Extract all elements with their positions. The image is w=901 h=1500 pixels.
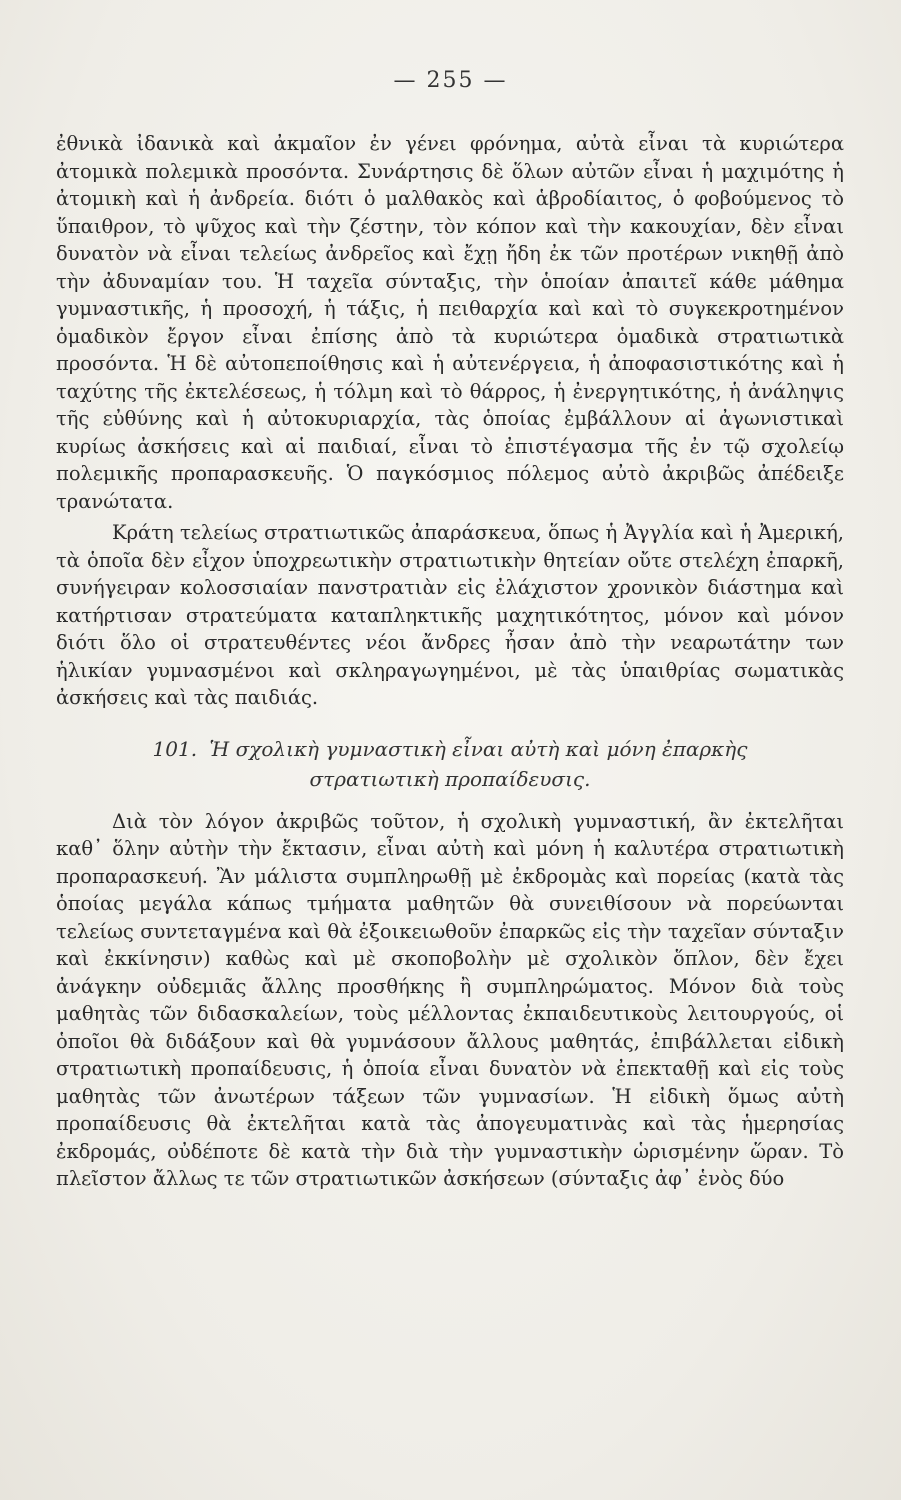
page-number: — 255 —: [393, 68, 508, 93]
paragraph: Κράτη τελείως στρατιωτικῶς ἀπαράσκευα, ὅπως ἡ Ἀγγλία καὶ ἡ Ἀμερική, τὰ ὁποῖα δὲν εἶχον ὑποχρεωτικὴν στρατιωτικὴν θητείαν οὔτε στελέχη ἐπαρκῆ, συνήγειραν κολοσσιαίαν πανστρατιὰν εἰς ἐλάχιστον χρονικὸν διάστημα καὶ κατήρτισαν στρατεύματα καταπληκτικῆς μαχητικότητος, μόνον καὶ μόνον διότι ὅλο οἱ στρατευθέντες νέοι ἄνδρες ἦσαν ἀπὸ τὴν νεαρωτάτην των ἡλικίαν γυμνασμένοι καὶ σκληραγωγημένοι, μὲ τὰς ὑπαιθρίας σωματικὰς ἀσκήσεις καὶ τὰς παιδιάς.: [56, 521, 844, 709]
section-title-line2: στρατιωτικὴ προπαίδευσις.: [309, 766, 591, 791]
section-heading-line: [56, 734, 844, 764]
body-text: [56, 130, 844, 1193]
section-heading: [56, 734, 844, 794]
section-number: 101.: [152, 736, 198, 761]
section-title-line1: Ἡ σχολικὴ γυμναστικὴ εἶναι αὐτὴ καὶ μόνη ἐπαρκὴς: [209, 736, 748, 761]
paragraph: ἐθνικὰ ἰδανικὰ καὶ ἀκμαῖον ἐν γένει φρόνημα, αὐτὰ εἶναι τὰ κυριώτερα ἀτομικὰ πολεμικὰ προσόντα. Συνάρτησις δὲ ὅλων αὐτῶν εἶναι ἡ μαχιμότης ἡ ἀτομικὴ καὶ ἡ ἀνδρεία. διότι ὁ μαλθακὸς καὶ ἁβροδίαιτος, ὁ φοβούμενος τὸ ὕπαιθρον, τὸ ψῦχος καὶ τὴν ζέστην, τὸν κόπον καὶ τὴν κακουχίαν, δὲν εἶναι δυνατὸν νὰ εἶναι τελείως ἀνδρεῖος καὶ ἔχῃ ἤδη ἐκ τῶν προτέρων νικηθῇ ἀπὸ τὴν ἀδυναμίαν του. Ἡ ταχεῖα σύνταξις, τὴν ὁποίαν ἀπαιτεῖ κάθε μάθημα γυμναστικῆς, ἡ προσοχή, ἡ τάξις, ἡ πειθαρχία καὶ καὶ τὸ συγκεκροτημένον ὁμαδικὸν ἔργον εἶναι ἐπίσης ἀπὸ τὰ κυριώτερα ὁμαδικὰ στρατιωτικὰ προσόντα. Ἡ δὲ αὐτοπεποίθησις καὶ ἡ αὐτενέργεια, ἡ ἀποφασιστικότης καὶ ἡ ταχύτης τῆς ἐκτελέσεως, ἡ τόλμη καὶ τὸ θάρρος, ἡ ἐνεργητικότης, ἡ ἀνάληψις τῆς εὐθύνης καὶ ἡ αὐτοκυριαρχία, τὰς ὁποίας ἐμβάλλουν αἱ ἀγωνιστικαὶ κυρίως ἀσκήσεις καὶ αἱ παιδιαί, εἶναι τὸ ἐπιστέγασμα τῆς ἐν τῷ σχολείῳ πολεμικῆς προπαρασκευῆς. Ὁ παγκόσμιος πόλεμος αὐτὸ ἀκριβῶς ἀπέδειξε τρανώτατα.: [56, 132, 844, 513]
section-paragraph: Διὰ τὸν λόγον ἀκριβῶς τοῦτον, ἡ σχολικὴ γυμναστική, ἂν ἐκτελῆται καθ᾽ ὅλην αὐτὴν τὴν ἔκτασιν, εἶναι αὐτὴ καὶ μόνη ἡ καλυτέρα στρατιωτικὴ προπαρασκευή. Ἂν μάλιστα συμπληρωθῇ μὲ ἐκδρομὰς καὶ πορείας (κατὰ τὰς ὁποίας μεγάλα κάπως τμήματα μαθητῶν θὰ συνειθίσουν νὰ πορεύωνται τελείως συντεταγμένα καὶ θὰ ἐξοικειωθοῦν ἐπαρκῶς εἰς τὴν ταχεῖαν σύνταξιν καὶ ἐκκίνησιν) καθὼς καὶ μὲ σκοποβολὴν μὲ σχολικὸν ὅπλον, δὲν ἔχει ἀνάγκην οὐδεμιᾶς ἄλλης προσθήκης ἢ συμπληρώματος. Μόνον διὰ τοὺς μαθητὰς τῶν διδασκαλείων, τοὺς μέλλοντας ἐκπαιδευτικοὺς λειτουργούς, οἱ ὁποῖοι θὰ διδάξουν καὶ θὰ γυμνάσουν ἄλλους μαθητάς, ἐπιβάλλεται εἰδικὴ στρατιωτικὴ προπαίδευσις, ἡ ὁποία εἶναι δυνατὸν νὰ ἐπεκταθῇ καὶ εἰς τοὺς μαθητὰς τῶν ἀνωτέρων τάξεων τῶν γυμνασίων. Ἡ εἰδικὴ ὅμως αὐτὴ προπαίδευσις θὰ ἐκτελῆται κατὰ τὰς ἀπογευματινὰς καὶ τὰς ἡμερησίας ἐκδρομάς, οὐδέποτε δὲ κατὰ τὴν διὰ τὴν γυμναστικὴν ὡρισμένην ὥραν. Τὸ πλεῖστον ἄλλως τε τῶν στρατιωτικῶν ἀσκήσεων (σύνταξις ἀφ᾽ ἑνὸς δύο: [56, 809, 844, 1190]
